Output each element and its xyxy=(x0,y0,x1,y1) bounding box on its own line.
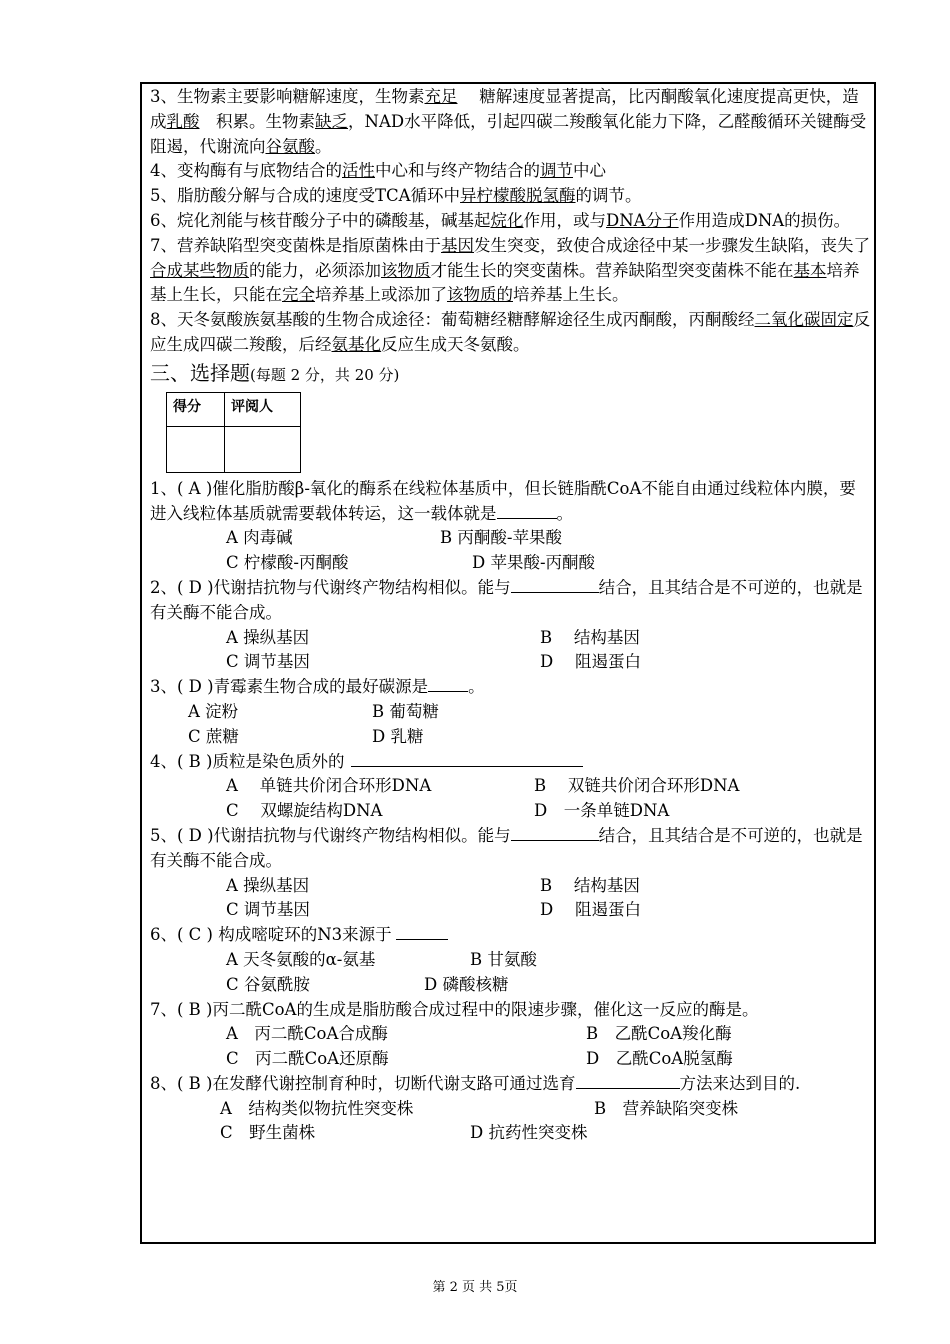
option: C 调节基因 xyxy=(226,900,310,920)
option: D 苹果酸-丙酮酸 xyxy=(472,553,596,573)
answer: 氨基化 xyxy=(331,334,381,354)
option: B 结构基因 xyxy=(540,875,640,895)
answer-blank xyxy=(511,826,599,841)
answer: 基因 xyxy=(441,235,474,255)
answer: 基本 xyxy=(793,260,827,280)
option-row xyxy=(150,725,870,750)
answer: 谷氨酸 xyxy=(265,136,315,156)
option: C 野生菌株 xyxy=(220,1123,316,1143)
section-subtitle: (每题 2 分，共 20 分) xyxy=(250,365,400,384)
option: B 乙酰CoA羧化酶 xyxy=(586,1024,732,1044)
answer: DNA分子 xyxy=(606,210,679,230)
answer: 完全 xyxy=(282,285,315,305)
option: A 操纵基因 xyxy=(226,875,310,895)
option: B 丙酮酸-苹果酸 xyxy=(440,528,562,548)
option: C 柠檬酸-丙酮酸 xyxy=(226,553,349,573)
option-row xyxy=(150,551,870,576)
grader-header: 评阅人 xyxy=(225,392,301,426)
option: C 谷氨酰胺 xyxy=(226,974,310,994)
option-row xyxy=(150,898,870,923)
answer: 烷化 xyxy=(490,210,524,230)
option-row xyxy=(150,650,870,675)
answer-blank xyxy=(428,677,468,692)
option-row xyxy=(150,1047,870,1072)
question-2: 2、( D )代谢拮抗物与代谢终产物结构相似。能与 结合，且其结合是不可逆的，也就是有关酶不能合成。 xyxy=(150,577,863,622)
option: B 双链共价闭合环形DNA xyxy=(534,776,740,796)
score-cell[interactable] xyxy=(167,426,225,472)
question-4: 4、( B )质粒是染色质外的 xyxy=(150,750,870,775)
fill-item-7: 7、营养缺陷型突变菌株是指原菌株由于基因发生突变，致使合成途径中某一步骤发生缺陷，丧失了合成某些物质的能力，必须添加该物质才能生长的突变菌株。营养缺陷型突变菌株不能在基本培养基上生长，只能在完全培养基上或添加了该物质的培养基上生长。 xyxy=(150,235,870,305)
answer: 二氧化碳固定 xyxy=(754,310,854,330)
answer: 合成某些物质 xyxy=(150,260,249,280)
option-row xyxy=(150,1097,870,1122)
option: D 磷酸核糖 xyxy=(424,974,509,994)
option: A 结构类似物抗性突变株 xyxy=(220,1098,414,1118)
option: C 调节基因 xyxy=(226,652,310,672)
question-3: 3、( D )青霉素生物合成的最好碳源是 。 xyxy=(150,677,485,697)
answer-blank xyxy=(497,504,557,519)
score-header: 得分 xyxy=(167,392,225,426)
question-7: 7、( B )丙二酰CoA的生成是脂肪酸合成过程中的限速步骤，催化这一反应的酶是。 xyxy=(150,999,759,1019)
option-row xyxy=(150,774,870,799)
fill-item-4: 4、变构酶有与底物结合的活性中心和与终产物结合的调节中心 xyxy=(150,161,606,181)
exam-content xyxy=(150,85,870,1146)
section-heading xyxy=(150,360,870,388)
fill-item-3: 3、生物素主要影响糖解速度，生物素充足 糖解速度显著提高，比丙酮酸氧化速度提高更快，造成乳酸 积累。生物素缺乏，NAD水平降低，引起四碳二羧酸氧化能力下降，乙醛酸循环关键酶受阻遏，代谢流向谷氨酸。 xyxy=(150,87,867,156)
fill-item-5: 5、脂肪酸分解与合成的速度受TCA循环中异柠檬酸脱氢酶的调节。 xyxy=(150,186,642,206)
option: A 天冬氨酸的α-氨基 xyxy=(226,949,376,969)
option: D 阻遏蛋白 xyxy=(540,652,641,672)
option-row xyxy=(150,799,870,824)
option: B 甘氨酸 xyxy=(470,949,537,969)
answer: 该物质 xyxy=(381,260,431,280)
option: D 抗药性突变株 xyxy=(470,1123,588,1143)
option-row xyxy=(150,948,870,973)
answer: 异柠檬酸脱氢酶 xyxy=(460,186,576,206)
option: D 乳糖 xyxy=(372,726,424,746)
option: B 结构基因 xyxy=(540,627,640,647)
answer: 缺乏 xyxy=(315,111,348,131)
option: D 一条单链DNA xyxy=(534,801,670,821)
option: A 操纵基因 xyxy=(226,627,310,647)
option: A 肉毒碱 xyxy=(226,528,293,548)
fill-item-8: 8、天冬氨酸族氨基酸的生物合成途径：葡萄糖经糖酵解途径生成丙酮酸，丙酮酸经二氧化碳固定反应生成四碳二羧酸，后经氨基化反应生成天冬氨酸。 xyxy=(150,310,870,354)
question-5: 5、( D )代谢拮抗物与代谢终产物结构相似。能与 结合，且其结合是不可逆的，也就是有关酶不能合成。 xyxy=(150,825,863,870)
option-row xyxy=(150,1121,870,1146)
answer-blank xyxy=(511,578,599,593)
option: A 淀粉 xyxy=(188,701,239,721)
answer: 调节 xyxy=(540,161,573,181)
option: C 蔗糖 xyxy=(188,726,239,746)
option: B 营养缺陷突变株 xyxy=(594,1098,739,1118)
option-row xyxy=(150,626,870,651)
answer-blank xyxy=(396,925,448,940)
question-8: 8、( B )在发酵代谢控制育种时，切断代谢支路可通过选育 方法来达到目的. xyxy=(150,1073,801,1093)
option: A 单链共价闭合环形DNA xyxy=(226,776,432,796)
option-row xyxy=(150,700,870,725)
answer: 充足 xyxy=(424,87,458,106)
option-row xyxy=(150,874,870,899)
fill-item-6: 6、烷化剂能与核苷酸分子中的磷酸基，碱基起烷化作用，或与DNA分子作用造成DNA的损伤。 xyxy=(150,210,851,230)
option: C 双螺旋结构DNA xyxy=(226,801,383,821)
option-row xyxy=(150,526,870,551)
answer: 活性 xyxy=(342,161,375,181)
section-title: 三、选择题 xyxy=(150,360,250,385)
option: B 葡萄糖 xyxy=(372,701,439,721)
answer-blank xyxy=(351,752,583,767)
option-row xyxy=(150,973,870,998)
option: D 乙酰CoA脱氢酶 xyxy=(586,1049,733,1069)
answer-blank xyxy=(576,1074,680,1089)
option: C 丙二酰CoA还原酶 xyxy=(226,1049,389,1069)
answer: 该物质的 xyxy=(447,285,513,305)
question-6: 6、( C ) 构成嘧啶环的N3来源于 xyxy=(150,923,870,948)
page-footer: 第 2 页 共 5页 xyxy=(432,1280,518,1295)
answer: 乳酸 xyxy=(166,111,200,131)
score-table xyxy=(166,392,301,473)
option: D 阻遏蛋白 xyxy=(540,900,641,920)
grader-cell[interactable] xyxy=(225,426,301,472)
question-1: 1、( A )催化脂肪酸β-氧化的酶系在线粒体基质中，但长链脂酰CoA不能自由通过线粒体内膜，要进入线粒体基质就需要载体转运，这一载体就是 。 xyxy=(150,478,856,523)
option: A 丙二酰CoA合成酶 xyxy=(226,1024,388,1044)
option-row xyxy=(150,1022,870,1047)
